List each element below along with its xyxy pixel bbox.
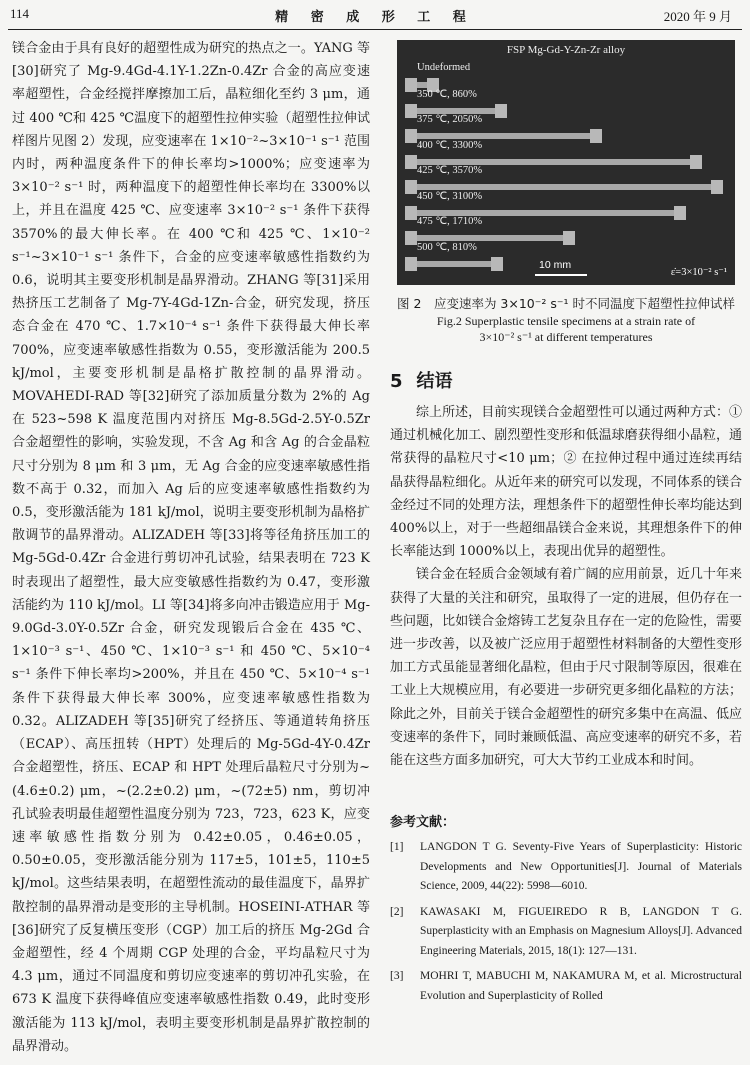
references-title: 参考文献：	[390, 815, 456, 830]
specimen-grip	[405, 206, 417, 220]
specimen-grip	[405, 231, 417, 245]
specimen-grip	[405, 78, 417, 92]
section-number: 5	[390, 371, 403, 392]
specimen-label: 475 ℃, 1710%	[417, 216, 483, 227]
strain-rate-label: ε̇=3×10⁻² s⁻¹	[670, 267, 727, 278]
specimen-grip	[495, 104, 507, 118]
figure-caption-zh: 图 2 应变速率为 3×10⁻² s⁻¹ 时不同温度下超塑性拉伸试样	[397, 296, 735, 311]
specimen-grip	[590, 129, 602, 143]
reference-text: KAWASAKI M, FIGUEIREDO R B, LANGDON T G. Superplasticity with an Emphasis on Magnesium Alloys[J]. Advanced Engineering Materials, 2015, 18(1): 127—131.	[420, 905, 742, 957]
specimen-grip	[405, 155, 417, 169]
specimen-label: 350 ℃, 860%	[417, 88, 477, 100]
section-heading	[390, 367, 453, 393]
reference-item	[390, 903, 742, 962]
specimen-grip	[405, 257, 417, 271]
specimen-grip	[405, 180, 417, 194]
journal-title: 精 密 成 形 工 程	[275, 10, 475, 25]
specimen-grip	[690, 155, 702, 169]
issue-date: 2020 年 9 月	[663, 9, 732, 24]
conclusion-paragraph-1: 综上所述，目前实现镁合金超塑性可以通过两种方式：① 通过机械化加工、剧烈塑性变形和低温球磨获得细小晶粒，通常获得的晶粒尺寸<10 μm；② 在拉伸过程中通过连续再结晶获得晶粒细化。从近年来的研究可以发现，不同体系的镁合金经过不同的处理方法，理想条件下的超塑性伸长率均能达到 400%以上，对于一些超细晶镁合金来说，其理想条件下的伸长率能达到 1000%以上，表现出优异的超塑性。	[390, 405, 742, 560]
references-list	[390, 838, 742, 1012]
tensile-specimen	[405, 257, 503, 271]
reference-number: [3]	[390, 970, 404, 982]
specimen-grip	[491, 257, 503, 271]
figure-caption-en-line2: 3×10⁻² s⁻¹ at different temperatures	[479, 330, 653, 344]
specimen-label: 375 ℃, 2050%	[417, 114, 483, 125]
page-header	[0, 0, 750, 32]
specimen-label: Undeformed	[417, 62, 471, 73]
reference-text: LANGDON T G. Seventy-Five Years of Superplasticity: Historic Developments and New Opportunities[J]. Journal of Materials Science, 2009, 44(22): 5998—6010.	[420, 841, 742, 892]
specimen-label: 425 ℃, 3570%	[417, 165, 483, 176]
reference-number: [2]	[390, 905, 404, 918]
reference-text: MOHRI T, MABUCHI M, NAKAMURA M, et al. Microstructural Evolution and Superplasticity of Rolled	[420, 970, 742, 1002]
body-paragraph: 镁合金由于具有良好的超塑性成为研究的热点之一。YANG 等[30]研究了 Mg-9.4Gd-4.1Y-1.2Zn-0.4Zr 合金的高应变速率超塑性，合金经搅拌摩擦加工后，晶粒细化至约 3 μm，通过 400 ℃和 425 ℃温度下的超塑性拉伸实验（超塑性拉伸试样图片见图 2）发现，应变速率在 1×10⁻²~3×10⁻¹ s⁻¹ 范围内时，两种温度条件下的伸长率均>1000%；应变速率为 3×10⁻² s⁻¹ 时，两种温度下的超塑性伸长率均在 3300%以上，并且在温度 425 ℃、应变速率 3×10⁻² s⁻¹ 条件下获得 3570%的最大伸长率。在 400 ℃和 425 ℃、1×10⁻² s⁻¹~3×10⁻¹ s⁻¹ 条件下，合金的应变速率敏感性指数约为 0.6，说明其主要变形机制是晶界滑动。ZHANG 等[31]采用热挤压工艺制备了 Mg-7Y-4Gd-1Zn-合金，研究发现，挤压态合金在 470 ℃、1.7×10⁻⁴ s⁻¹ 条件下获得最大伸长率 700%，应变速率敏感性指数为 0.55，变形激活能为 200.5 kJ/mol，主要变形机制是晶格扩散控制的晶界滑动。MOVAHEDI-RAD 等[32]研究了添加质量分数为 2%的 Ag 在 523~598 K 温度范围内对挤压 Mg-8.5Gd-2.5Y-0.5Zr 合金超塑性的影响，实验发现，不含 Ag 和含 Ag 的合金晶粒尺寸分别为 8 μm 和 3 μm，无 Ag 合金的应变速率敏感性指数不高于 0.32，而加入 Ag 后的应变速率敏感性指数约为 0.5，变形激活能为 181 kJ/mol，说明主要变形机制为晶格扩散调节的晶界滑动。ALIZADEH 等[33]将等径角挤压加工的 Mg-5Gd-0.4Zr 合金进行剪切冲孔试验，结果表明在 723 K 时表现出了超塑性，最大应变敏感性指数约为 0.47，变形激活能约为 110 kJ/mol。LI 等[34]将多向冲击锻造应用于 Mg-9.0Gd-3.0Y-0.5Zr 合金，研究发现锻后合金在 435 ℃、1×10⁻³ s⁻¹、450 ℃、1×10⁻³ s⁻¹ 和 450 ℃、5×10⁻⁴ s⁻¹ 条件下伸长率均>200%，并且在 450 ℃、5×10⁻⁴ s⁻¹ 条件下获得最大伸长率 300%，应变速率敏感性指数为 0.32。ALIZADEH 等[35]研究了经挤压、等通道转角挤压（ECAP）、高压扭转（HPT）处理后的 Mg-5Gd-4Y-0.4Zr 合金超塑性，挤压、ECAP 和 HPT 处理后晶粒尺寸分别为~(4.6±0.2) μm，~(2.2±0.2) μm，~(72±5) nm，剪切冲孔试验表明最佳超塑性温度分别为 723，723，623 K，应变速率敏感性指数分别为 0.42±0.05，0.46±0.05，0.50±0.05，变形激活能分别为 117±5，101±5，110±5 kJ/mol。这些结果表明，在超塑性流动的最佳温度下，晶界扩散控制的晶界滑动是变形的主导机制。HOSEINI-ATHAR 等[36]研究了反复横压变形（CGP）加工后的挤压 Mg-2Gd 合金超塑性，经 4 个周期 CGP 处理的合金，平均晶粒尺寸为 4.3 μm，通过不同温度和剪切应变速率的剪切冲孔实验，在 673 K 温度下获得峰值应变速率敏感性指数 0.49，此时变形激活能为 113 kJ/mol，表明主要变形机制是晶界扩散控制的晶界滑动。	[12, 41, 370, 1054]
specimen-gauge	[417, 261, 491, 267]
page-number: 114	[10, 6, 30, 21]
conclusion-paragraph-2: 镁合金在轻质合金领域有着广阔的应用前景，近几十年来获得了大量的关注和研究，虽取得了一定的进展，但仍存在一些问题，比如镁合金熔铸工艺复杂且存在一定的危险性，需要进一步改善，以及被广泛应用于超塑性材料制备的大塑性变形加工方式虽能显著细化晶粒，但由于尺寸限制等原因，很难在工业上大规模应用，有必要进一步研究更多细化晶粒的方法；除此之外，目前关于镁合金超塑性的研究多集中在高温、低应变速率的条件下，同时兼顾低温、高应变速率的研究不多，若能在这些方面多加研究，可大大节约工业成本和时间。	[390, 567, 742, 769]
specimen-grip	[674, 206, 686, 220]
figure-2-image	[397, 40, 735, 285]
reference-number: [1]	[390, 841, 404, 853]
specimen-grip	[563, 231, 575, 245]
figure-title: FSP Mg-Gd-Y-Zn-Zr alloy	[506, 44, 626, 56]
specimen-grip	[711, 180, 723, 194]
scale-bar-label: 10 mm	[539, 259, 572, 271]
figure-caption-en-line1: Fig.2 Superplastic tensile specimens at a strain rate of	[436, 314, 696, 328]
reference-item	[390, 838, 742, 897]
section-title: 结语	[416, 371, 453, 392]
specimen-label: 400 ℃, 3300%	[417, 139, 483, 151]
specimen-grip	[405, 129, 417, 143]
specimen-grip	[405, 104, 417, 118]
left-column	[12, 37, 370, 1058]
specimen-label: 450 ℃, 3100%	[417, 190, 483, 202]
reference-item	[390, 967, 742, 1006]
scale-bar	[535, 274, 587, 276]
right-column	[390, 401, 742, 772]
header-rule	[8, 29, 742, 30]
specimen-label: 500 ℃, 810%	[417, 241, 477, 253]
